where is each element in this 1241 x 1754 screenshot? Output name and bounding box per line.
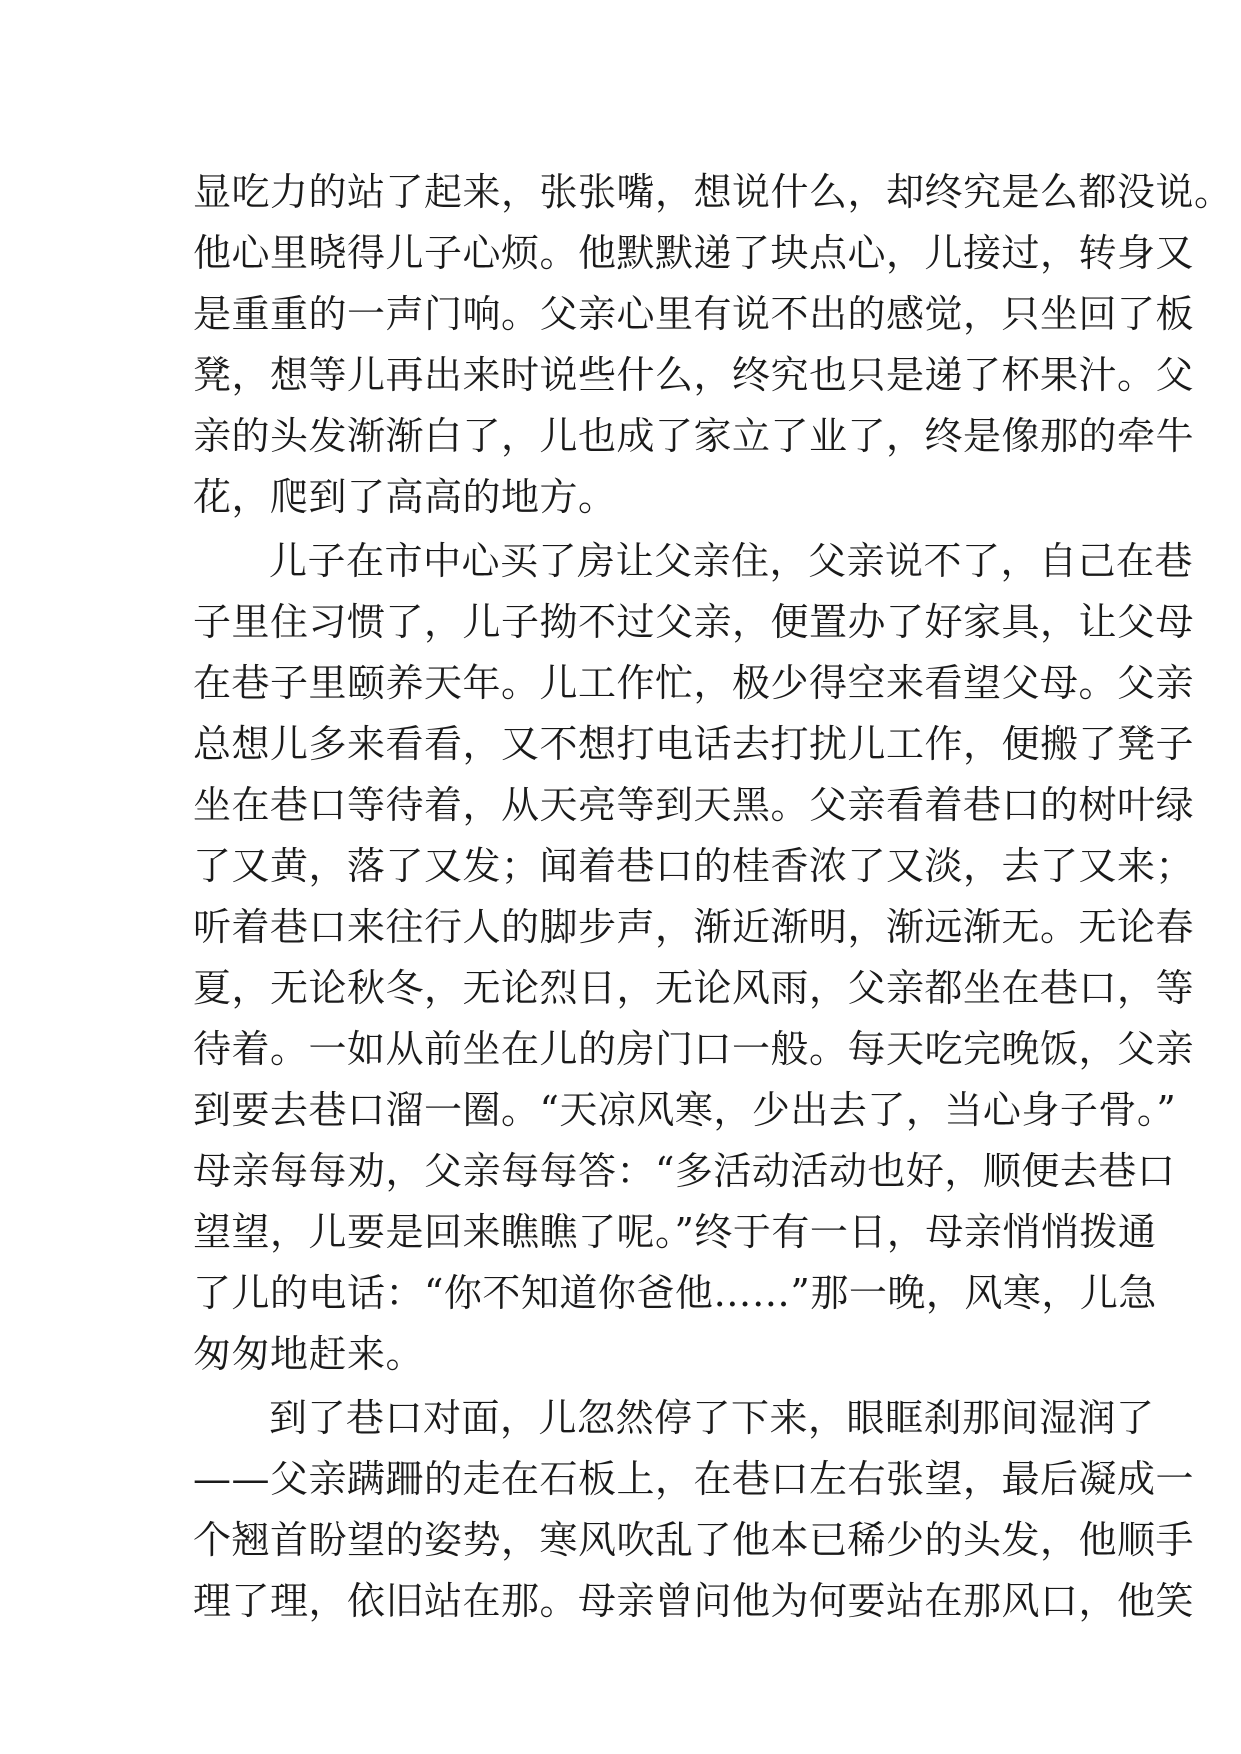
- text-line: 显吃力的站了起来，张张嘴，想说什么，却终究是么都没说。: [193, 170, 1233, 214]
- text-line: 理了理，依旧站在那。母亲曾问他为何要站在那风口，他笑: [193, 1579, 1195, 1623]
- text-line: 花，爬到了高高的地方。: [193, 475, 617, 519]
- text-line: 儿子在市中心买了房让父亲住，父亲说不了，自己在巷: [269, 539, 1194, 583]
- text-line: 亲的头发渐渐白了，儿也成了家立了业了，终是像那的牵牛: [193, 414, 1195, 458]
- paragraph: [193, 531, 1195, 1385]
- body-text: [193, 162, 1233, 1632]
- text-line: 了儿的电话：“你不知道你爸他……”那一晚，风寒，儿急: [193, 1271, 1157, 1315]
- paragraph: [193, 1388, 1195, 1632]
- text-line: 总想儿多来看看，又不想打电话去打扰儿工作，便搬了凳子: [193, 722, 1195, 766]
- text-line: 听着巷口来往行人的脚步声，渐近渐明，渐远渐无。无论春: [193, 905, 1195, 949]
- paragraph: [193, 162, 1233, 528]
- text-line: 坐在巷口等待着，从天亮等到天黑。父亲看着巷口的树叶绿: [193, 783, 1195, 827]
- text-line: 夏，无论秋冬，无论烈日，无论风雨，父亲都坐在巷口，等: [193, 966, 1195, 1010]
- text-line: 凳，想等儿再出来时说些什么，终究也只是递了杯果汁。父: [193, 353, 1195, 397]
- text-line: 个翘首盼望的姿势，寒风吹乱了他本已稀少的头发，他顺手: [193, 1518, 1195, 1562]
- text-line: 母亲每每劝，父亲每每答：“多活动活动也好，顺便去巷口: [193, 1149, 1176, 1193]
- text-line: 待着。一如从前坐在儿的房门口一般。每天吃完晚饭，父亲: [193, 1027, 1195, 1071]
- text-line: 他心里晓得儿子心烦。他默默递了块点心，儿接过，转身又: [193, 231, 1195, 275]
- text-line: ——父亲蹒跚的走在石板上，在巷口左右张望，最后凝成一: [193, 1457, 1195, 1501]
- text-line: 子里住习惯了，儿子拗不过父亲，便置办了好家具，让父母: [193, 600, 1195, 644]
- text-line: 到要去巷口溜一圈。“天凉风寒，少出去了，当心身子骨。”: [193, 1088, 1177, 1132]
- text-line: 到了巷口对面，儿忽然停了下来，眼眶刹那间湿润了: [269, 1396, 1155, 1440]
- text-line: 是重重的一声门响。父亲心里有说不出的感觉，只坐回了板: [193, 292, 1195, 336]
- text-line: 匆匆地赶来。: [193, 1332, 425, 1376]
- text-line: 了又黄，落了又发；闻着巷口的桂香浓了又淡，去了又来；: [193, 844, 1195, 888]
- text-line: 望望，儿要是回来瞧瞧了呢。”终于有一日，母亲悄悄拨通: [193, 1210, 1157, 1254]
- text-line: 在巷子里颐养天年。儿工作忙，极少得空来看望父母。父亲: [193, 661, 1195, 705]
